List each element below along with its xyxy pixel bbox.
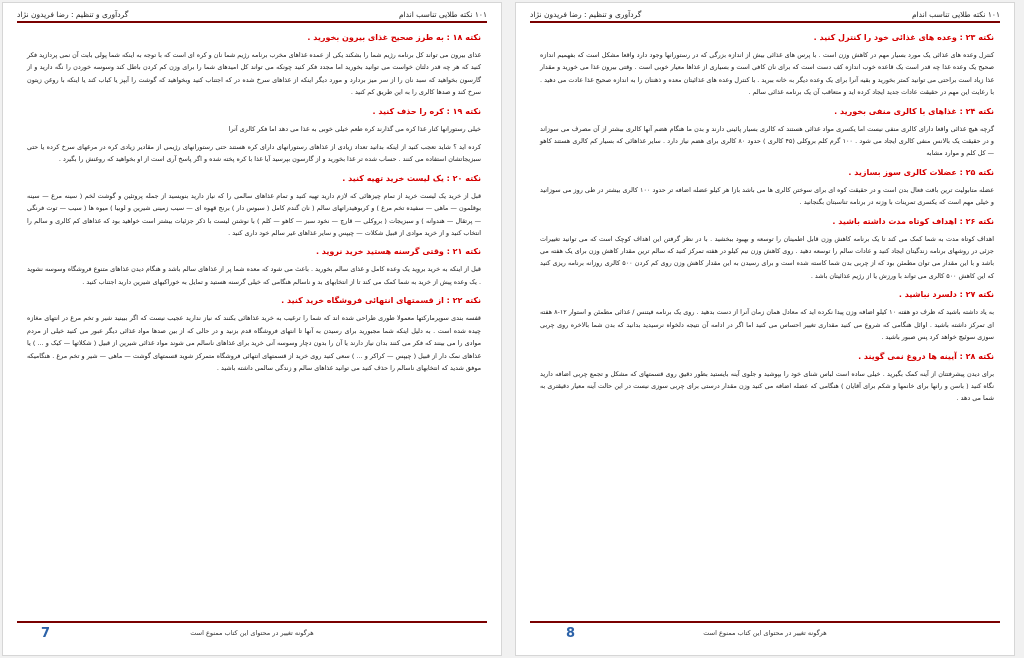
- page-header: [530, 7, 1000, 23]
- tip-section: [27, 247, 481, 288]
- page-footer: [530, 621, 1000, 645]
- tip-paragraph: قفسه بندی سوپرمارکتها معمولا طوری طراحی شده اند که شما را ترغیب به خرید غذاهائی بکنند که نیاز ندارید عجیب نیست که اگر ببینید شیر و تخم مرغ در انتهای مغازه چیده شده است . به دلیل اینکه شما مجبورید برای رسیدن به آنها تا انتهای فروشگاه قدم بزنید و در حالی که از بین صدها مواد غذائی دیگر عبور می کنید خیلی از مردم موادی را می بینند که فکر می کنند بدان نیاز دارند یا آن را بدون دچار وسوسه آنی خرید برای غذاهای ناسالم می شوند مواد غذائی شیرین از قبیل ( شکلاتها — کیک و ... ) یا غذاهای نمک دار از قبیل ( چیپس — کراکر و ... ) سعی کنید روی خرید از قسمتهای انتهائی فروشگاه متمرکز شوید قسمتهای گوشت — ماهی — شیر و تخم مرغ . هنگامیکه موفق شدید که انتخابهای ناسالم را حذف کنید می توانید غذاهای سالم و زندگی سالمی داشته باشید .: [27, 314, 481, 372]
- page-left: [2, 2, 502, 656]
- tip-paragraph: عضله متابولیت ترین بافت فعال بدن است و در حقیقت کوه ای برای سوختن کالری ها می باشد بازا هر کیلو عضله اضافه تر حدود ۱۰۰ کالری بیشتر در طی روز می سوزانید و خیلی مهم است که یکسری تمرینات با وزنه در برنامه تناسبتان بگنجانید .: [540, 185, 995, 207]
- tip-section: [540, 33, 994, 99]
- tip-title: نکته ۲۵ : عضلات کالری سوز بسازید .: [848, 167, 994, 177]
- tip-section: [540, 107, 994, 160]
- tip-title: نکته ۲۲ : از قسمتهای انتهائی فروشگاه خرید کنید .: [281, 296, 481, 306]
- tip-section: [27, 174, 481, 240]
- tip-paragraph: قبل از اینکه به خرید بروید یک وعده کامل و غذای سالم بخورید . باعث می شود که معده شما پر از غذاهای سالم باشد و هنگام دیدن غذاهای متنوع فروشگاه وسوسه نشوید . یک وعده پیش از خرید به شما کمک می کند تا از انتخابهای بد و ناسالم هنگامی که خیلی گرسنه هستید و تمایل به خوراکیهای شیرین دارید اجتناب کنید .: [27, 265, 481, 286]
- tip-section: [27, 296, 481, 374]
- tip-paragraph: قبل از خرید یک لیست خرید از تمام چیزهائی که لازم دارید تهیه کنید و تمام غذاهای سالمی را که نیاز دارید بنویسید از جمله پروتئین و گوشت لخم ( سینه مرغ — سینه بوقلمون — ماهی — سفیده تخم مرغ ) و کربوهیدراتهای سالم ( نان گندم کامل ( سبوس دار ) برنج قهوه ای — سیب زمینی شیرین و لوبیا ) میوه ها ( سیب — توت فرنگی — پرتقال — هندوانه ) و سبزیجات ( بروکلی — قارچ — نخود سبز — کاهو — کلم ) با نوشتن لیست با ذکر جزئیات بیشتر است خواهید بود که غذاهای کم کالری و سالم را انتخاب کنید و از خرید موادی از قبیل شکلات — چیپس و سایر غذاهای غیر سالم خود داری کنید .: [27, 191, 481, 238]
- tip-paragraph: به یاد داشته باشید که ظرف دو هفته ۱۰ کیلو اضافه وزن پیدا نکرده اید که معادل همان زمان آنرا از دست بدهید . روی یک برنامه فیتنس / غذائی مطمئن و استوار ۱۲-۸ هفته ای تمرکز داشته باشید . اوائل هنگامی که شروع می کنید مقداری تغییر احساس می کنید اما اگر در ادامه آن نتیجه دلخواه نرسیدید بدانید که بدن شما بالاخره روی چربی سوزی سوئیچ خواهد کرد پس صبور باشید .: [540, 308, 994, 342]
- header-book-title: ۱۰۱ نکته طلایی تناسب اندام: [398, 10, 487, 19]
- tip-section: [540, 290, 994, 343]
- page-footer: [17, 621, 487, 645]
- footer-notice: هرگونه تغییر در محتوای این کتاب ممنوع است: [703, 629, 827, 637]
- tip-section: [540, 217, 994, 283]
- tip-title: نکته ۲۷ : دلسرد نباشید .: [898, 290, 994, 300]
- tip-section: [540, 168, 994, 209]
- tip-paragraph: گرچه هیچ غذائی واقعا دارای کالری منفی نیست اما یکسری مواد غذائی هستند که کالری بسیار پائینی دارند و بدن ما هنگام هضم آنها کالری بیشتر از آن مصرف می سوزاند و در حقیقت یک بالانس منفی کالری ایجاد می شود . ۱۰۰ گرم کلم بروکلی (۴۵ کالری ) حدود ۸۰ کالری برای هضم نیاز دارد . سایر غذاهائی که بسیار کم کالری هستند کاهو — کل کلم و موارد مشابه: [540, 124, 995, 158]
- tip-paragraph: کنترل وعده های غذائی یک مورد بسیار مهم در کاهش وزن است . با پرس های غذائی بیش از اندازه بزرگی که در رستورانها وجود دارد واقعا مشکل است که بفهمیم اندازه صحیح یک وعده غذا چه قدر است یک قاعده خوب اندازه کف دست است که برای نان کافی است و بسیاری از غذاها معیار خوبی است . وقتی بیرون غذا می خورید و مقدار غذا زیاد است براحتی می توانید کمتر بخورید و بقیه آنرا برای یک وعده دیگر به خانه ببرید . با کنترل وعده های غذائیتان معده و ذهنتان را به اندازه صحیح غذا عادت می دهید . با رعایت این مهم در حقیقت عادات جدید ایجاد کرده اید و متعاقب آن یک برنامه غذائی سالم .: [540, 51, 994, 97]
- page-content: [540, 29, 994, 615]
- tip-title: نکته ۲۱ : وقتی گرسنه هستید خرید نروید .: [315, 247, 481, 257]
- page-content: [27, 29, 481, 615]
- tip-paragraph: کرده اید ؟ شاید تعجب کنید از اینکه بدانید تعداد زیادی از غذاهای رستورانهای دارای کره هستند حتی رستورانهای رژیمی از مقادیر زیادی کره در مرغهای سرخ کرده یا حتی سبزیجاتشان استفاده می کنند . حساب شده تر غذا بخورید و از گارسون بپرسید آیا غذا با کره پخته شده و اگر پاسخ آری است از او بخواهید که روغنش را بگیرد .: [27, 143, 481, 164]
- tip-section: [540, 352, 994, 405]
- header-compiler: گردآوری و تنظیم : رضا فریدون نژاد: [17, 10, 129, 19]
- tip-section: [27, 107, 481, 166]
- page-header: [17, 7, 487, 23]
- tip-title: نکته ۲۸ : آیینه ها دروغ نمی گویند .: [858, 351, 994, 361]
- header-compiler: گردآوری و تنظیم : رضا فریدون نژاد: [530, 10, 642, 19]
- tip-title: نکته ۱۸ : به طرز صحیح غذای بیرون بخورید .: [307, 33, 481, 42]
- tip-title: نکته ۲۰ : یک لیست خرید تهیه کنید .: [342, 173, 481, 183]
- tip-paragraph: غذای بیرون می تواند کل برنامه رژیم شما را بشکند یکی از عمده غذاهای مخرب برنامه رژیم شما نان و کره ای است که با توجه به اینکه شما پولی بابت آن نمی پردازید فکر کنید که هر چه قدر دلتان خواست می توانید بخورید اما مجدد فکر کنید چونکه می تواند کل امیدهای شما را برای وزن کم کردن باطل کند وسوسه خوردن را نگه دارید و از گارسون بخواهید که سبد نان را از سر میز بردارد و مورد دیگر اینکه از غذاهای سرخ شده در که اجتناب کنید وبخواهید که گوشت را آبپز یا کباب کند یا اینکه با روغن زیتون سرخ کند و صدها کالری را به این طریق کم کنید .: [27, 51, 481, 97]
- tip-paragraph: خیلی رستورانها کنار غذا کره می گذارند کره طعم خیلی خوبی به غذا می دهد اما فکر کالری آنرا: [228, 124, 481, 133]
- tip-title: نکته ۱۹ : کره را حذف کنید .: [372, 106, 481, 116]
- tip-title: نکته ۲۶ : اهداف کوتاه مدت داشته باشید .: [832, 216, 994, 226]
- tip-title: نکته ۲۳ : وعده های غذائی خود را کنترل کنید .: [813, 33, 994, 42]
- header-book-title: ۱۰۱ نکته طلایی تناسب اندام: [911, 10, 1000, 19]
- footer-notice: هرگونه تغییر در محتوای این کتاب ممنوع است: [190, 629, 314, 637]
- page-right: [515, 2, 1015, 656]
- page-number: 8: [566, 626, 576, 641]
- tip-section: [27, 33, 481, 99]
- page-number: 7: [41, 626, 51, 641]
- tip-title: نکته ۲۴ : غذاهای با کالری منفی بخورید .: [834, 106, 994, 116]
- tip-paragraph: اهداف کوتاه مدت به شما کمک می کند تا یک برنامه کاهش وزن قابل اطمینان را توسعه و بهبود ببخشید . با در نظر گرفتن این اهداف کوچک است که می توانید تغییرات جزئی در روشهای برنامه زندگیتان ایجاد کنید و عادات سالم را توسعه دهید . روی کاهش وزن نیم کیلو در هفته تمرکز کنید که سالم ترین مقدار کاهش وزن برای یک هفته می باشد و با این مقدار می توان مطمئن بود که از چربی بدن شما کاسته شده است و برای رسیدن به این مقدار کاهش وزن روی کم کردن ۵۰۰ کالری روزانه برنامه ریزی کنید که این کاهش ۵۰۰ کالری می تواند با ورزش یا از رژیم غذائیتان باشد .: [540, 234, 994, 280]
- tip-paragraph: برای دیدن پیشرفتتان از آینه کمک بگیرید . خیلی ساده است لباس شنای خود را بپوشید و جلوی آینه بایستید بطور دقیق روی قسمتهای که مشکل و تجمع چربی اضافه دارید نگاه کنید ( باسن و رانها برای خانمها و شکم برای آقایان ) هنگامی که عضله اضافه می کنید وزن مقدار درستی برای چربی سوزی نیست در این حالت آینه معیار دقیقتری به شما می دهد .: [540, 369, 994, 403]
